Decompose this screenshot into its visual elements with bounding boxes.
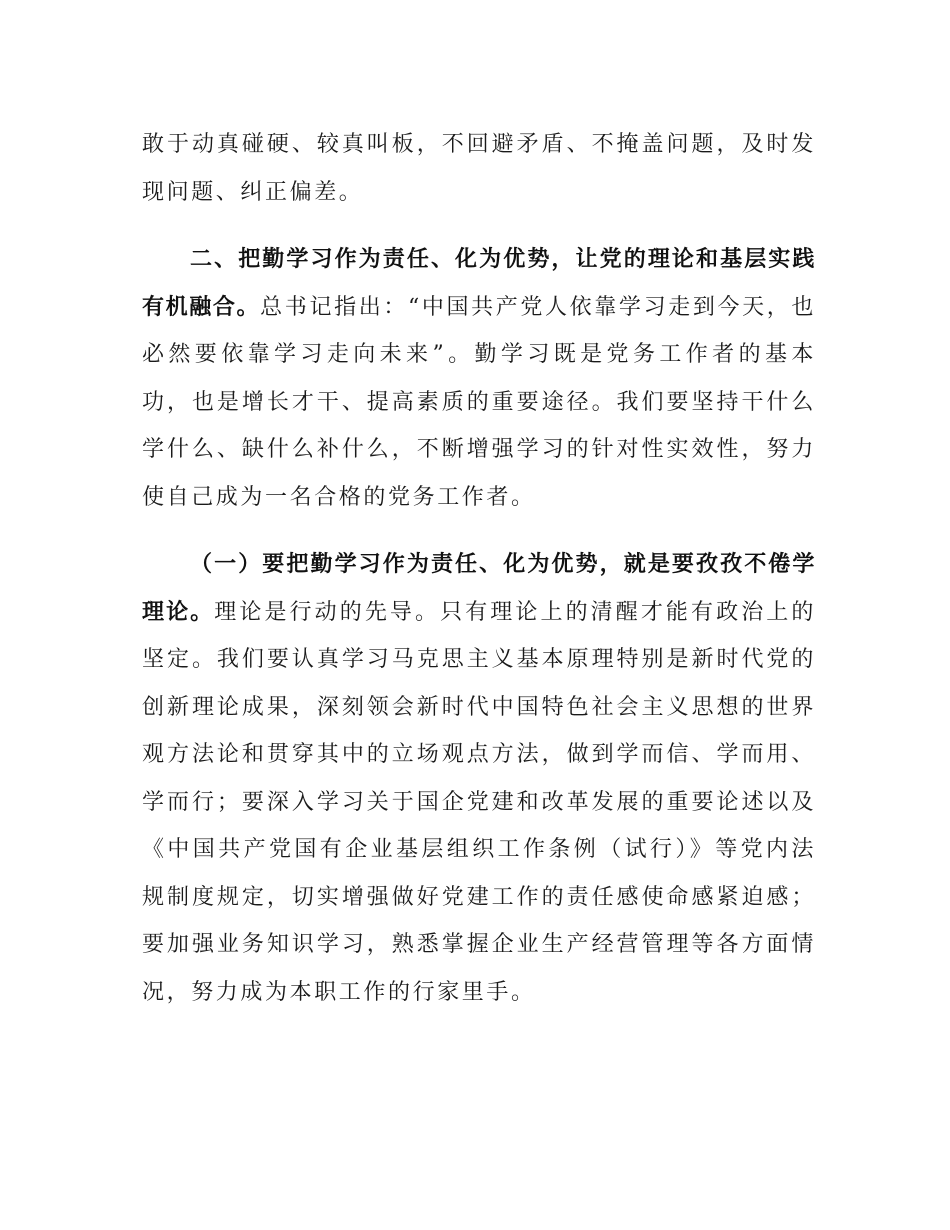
subsection-heading: （一）要把勤学习作为责任、化为优势，就是要孜孜不倦学理论。 bbox=[142, 552, 816, 625]
paragraph-continuation bbox=[142, 121, 816, 216]
paragraph-text: 敢于动真碰硬、较真叫板，不回避矛盾、不掩盖问题，及时发现问题、纠正偏差。 bbox=[142, 132, 816, 205]
paragraph-text: 理论是行动的先导。只有理论上的清醒才能有政治上的坚定。我们要认真学习马克思主义基本原理特别是新时代党的创新理论成果，深刻领会新时代中国特色社会主义思想的世界观方法论和贯穿其中的立场观点方法，做到学而信、学而用、学而行；要深入学习关于国企党建和改革发展的重要论述以及《中国共产党国有企业基层组织工作条例（试行）》等党内法规制度规定，切实增强做好党建工作的责任感使命感紧迫感；要加强业务知识学习，熟悉掌握企业生产经营管理等各方面情况，努力成为本职工作的行家里手。 bbox=[142, 599, 816, 1005]
section-two-paragraph bbox=[142, 236, 816, 521]
subsection-one-paragraph bbox=[142, 541, 816, 1016]
section-heading: 二、把勤学习作为责任、化为优势，让党的理论和基层实践有机融合。 bbox=[142, 247, 816, 320]
document-body bbox=[142, 121, 816, 1036]
paragraph-text: 总书记指出：“中国共产党人依靠学习走到今天，也必然要依靠学习走向未来”。勤学习既是党务工作者的基本功，也是增长才干、提高素质的重要途径。我们要坚持干什么学什么、缺什么补什么，不断增强学习的针对性实效性，努力使自己成为一名合格的党务工作者。 bbox=[142, 294, 816, 510]
